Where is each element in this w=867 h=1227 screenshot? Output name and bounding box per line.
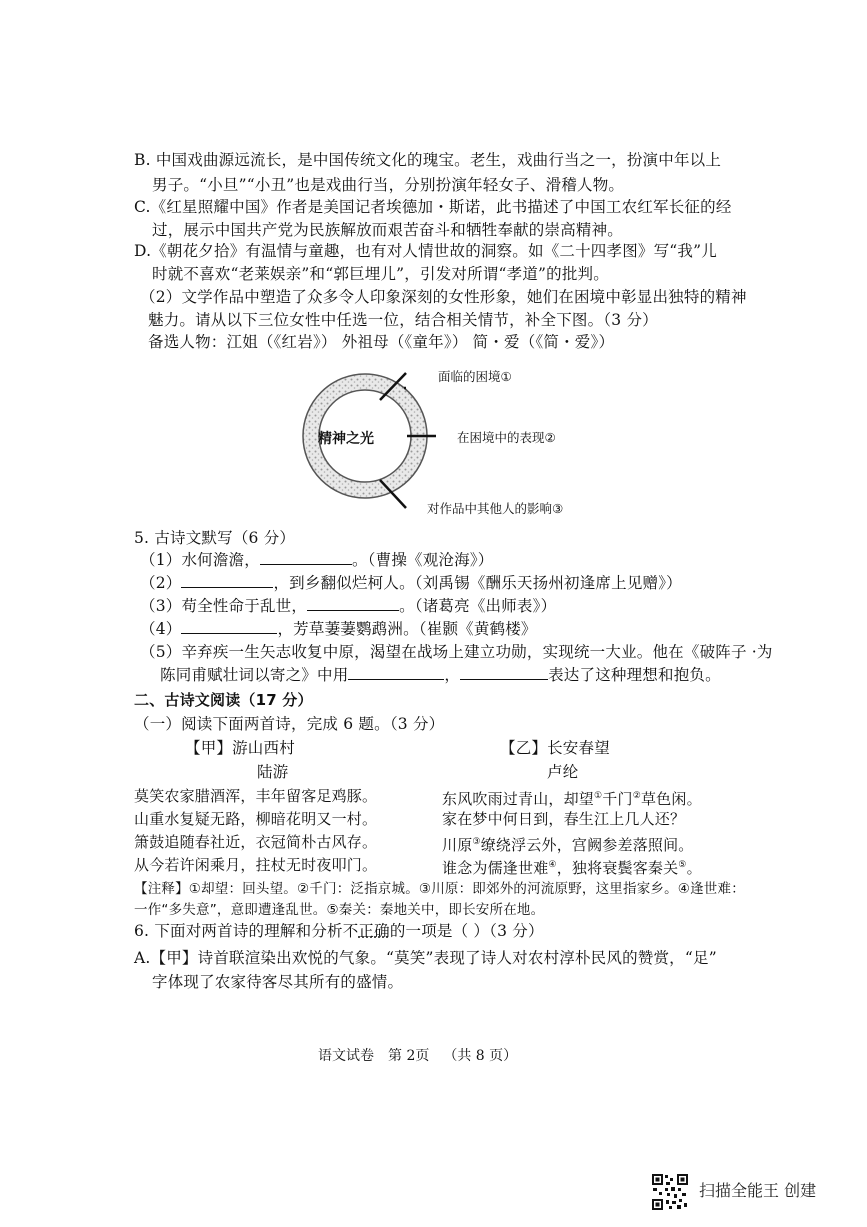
q5-item1-post: 。（曹操《观沧海》）	[351, 551, 494, 569]
q5-item5-mid: ，	[444, 666, 461, 684]
q5-item1-pre: （1）水何澹澹，	[140, 551, 260, 569]
q5-blank6[interactable]	[460, 665, 548, 680]
poem-b-line2: 家在梦中何日到，春生江上几人还？	[442, 810, 686, 828]
notes-line2: 一作“多失意”，意即遭逢乱世。⑤秦关：秦地关中，即长安所在地。	[134, 902, 545, 918]
section2-title: 二、古诗文阅读（17 分）	[134, 691, 313, 709]
footer-page-number: 第 2页	[388, 1048, 430, 1064]
option-d-line2: 时就不喜欢“老莱娱亲”和“郭巨埋儿”，引发对所谓“孝道”的批判。	[152, 265, 609, 283]
q5-item2	[140, 573, 682, 593]
poem-a-line4: 从今若许闲乘月，拄杖无时夜叩门。	[134, 856, 378, 874]
q6-stem-post: 的一项是（ ）（3 分）	[389, 922, 544, 940]
q5-blank1[interactable]	[260, 550, 352, 565]
note-mark-2: ②	[632, 791, 641, 801]
q5-item4-pre: （4）	[140, 620, 182, 638]
q5-item3-post: 。（诸葛亮《出师表》）	[399, 597, 557, 615]
footer-total-pages: （共 8 页）	[443, 1048, 518, 1064]
connector-line-top	[380, 373, 406, 400]
option-b-line2: 男子。“小旦”“小丑”也是戏曲行当，分别扮演年轻女子、滑稽人物。	[152, 176, 625, 194]
q5-item2-post: ，到乡翻似烂柯人。（刘禹锡《酬乐天扬州初逢席上见赠》）	[273, 574, 682, 592]
poem-b-author: 卢纶	[547, 763, 579, 781]
q4-candidates: 备选人物：江姐（《红岩》） 外祖母（《童年》） 简・爱（《简・爱》）	[148, 333, 615, 351]
q5-blank2[interactable]	[181, 573, 273, 588]
q5-item3	[140, 596, 556, 616]
note-mark-3: ③	[472, 837, 481, 847]
q5-title: 5. 古诗文默写（6 分）	[134, 529, 296, 547]
poem-b-line1-a: 东风吹雨过青山，却望	[442, 790, 595, 808]
poem-b-line1-c: 草色闲。	[640, 790, 702, 808]
poem-b-line4-c: 。	[686, 859, 702, 877]
q6-option-a-line2: 字体现了农家待客尽其所有的盛情。	[152, 973, 404, 991]
note-mark-1: ①	[594, 791, 603, 801]
section2-sub: （一）阅读下面两首诗，完成 6 题。（3 分）	[134, 715, 445, 733]
connector-line-bot	[380, 480, 406, 508]
page-footer	[318, 1045, 531, 1065]
poem-b-line3	[442, 832, 694, 855]
poem-b-line3-b: 缭绕浮云外，宫阙参差落照间。	[480, 836, 694, 854]
q5-item4	[140, 619, 537, 639]
q6-option-a-line1: A.【甲】诗首联渲染出欢悦的气象。“莫笑”表现了诗人对农村淳朴民风的赞赏，“足”	[134, 949, 717, 967]
poem-b-line3-a: 川原	[442, 836, 473, 854]
q6-stem-pre: 6. 下面对两首诗的理解和分析不	[134, 922, 359, 940]
q5-item2-pre: （2）	[140, 574, 182, 592]
qr-code-icon	[651, 1173, 689, 1211]
diagram-label-performance: 在困境中的表现②	[457, 430, 556, 445]
poem-b-line4-a: 谁念为儒逢世难	[442, 859, 549, 877]
notes-line1: 【注释】①却望：回头望。②千门：泛指京城。③川原：即郊外的河流原野，这里指家乡。④逢世难：	[134, 881, 745, 897]
q5-item1	[140, 550, 493, 570]
poem-b-line4-b: ，独将衰鬓客秦关	[556, 859, 679, 877]
q5-item4-post: ，芳草萋萋鹦鹉洲。（崔颢《黄鹤楼》	[277, 620, 537, 638]
q5-item3-pre: （3）苟全性命于乱世，	[140, 597, 308, 615]
q5-blank3[interactable]	[307, 596, 399, 611]
diagram-label-influence: 对作品中其他人的影响③	[427, 501, 564, 516]
poem-b-line1	[442, 786, 702, 809]
option-c-line2: 过，展示中国共产党为民族解放而艰苦奋斗和牺牲奉献的崇高精神。	[152, 221, 624, 239]
poem-a-author: 陆游	[257, 763, 289, 781]
poem-a-line3: 箫鼓追随春社近，衣冠简朴古风存。	[134, 833, 378, 851]
q5-blank5[interactable]	[348, 665, 444, 680]
diagram-connectors	[370, 360, 440, 520]
footer-subject: 语文试卷	[318, 1048, 374, 1064]
option-b-line1: B. 中国戏曲源远流长，是中国传统文化的瑰宝。老生，戏曲行当之一，扮演中年以上	[134, 151, 722, 169]
q4-part2-line1: （2）文学作品中塑造了众多令人印象深刻的女性形象，她们在困境中彰显出独特的精神	[140, 288, 747, 306]
note-mark-4: ④	[548, 860, 557, 870]
poem-a-title: 【甲】游山西村	[185, 739, 295, 757]
scanner-watermark	[651, 1172, 867, 1212]
q5-item5-line2	[160, 665, 721, 685]
option-c-line1: C.《红星照耀中国》作者是美国记者埃德加・斯诺，此书描述了中国工农红军长征的经	[134, 198, 732, 216]
q5-blank4[interactable]	[181, 619, 277, 634]
q5-item5-line1: （5）辛弃疾一生矢志收复中原，渴望在战场上建立功勋，实现统一大业。他在《破阵子 ·为	[140, 643, 773, 661]
watermark-text: 扫描全能王 创建	[699, 1181, 817, 1200]
q6-stem	[134, 921, 544, 941]
diagram-label-predicament: 面临的困境①	[438, 369, 512, 384]
diagram-center-label: 精神之光	[318, 431, 374, 447]
poem-b-title: 【乙】长安春望	[500, 739, 610, 757]
q5-item5-post: 表达了这种理想和抱负。	[548, 666, 721, 684]
poem-b-line4	[442, 855, 702, 878]
q5-item5-pre: 陈同甫赋壮词以寄之》中用	[160, 666, 349, 684]
note-mark-5: ⑤	[678, 860, 687, 870]
poem-a-line2: 山重水复疑无路，柳暗花明又一村。	[134, 810, 378, 828]
q6-stem-emphasis: 正确	[358, 922, 390, 940]
option-d-line1: D.《朝花夕拾》有温情与童趣，也有对人情世故的洞察。如《二十四孝图》写“我”儿	[134, 242, 717, 260]
poem-b-line1-b: 千门	[602, 790, 633, 808]
poem-a-line1: 莫笑农家腊酒浑，丰年留客足鸡豚。	[134, 787, 378, 805]
q4-part2-line2: 魅力。请从以下三位女性中任选一位，结合相关情节，补全下图。（3 分）	[148, 311, 658, 329]
